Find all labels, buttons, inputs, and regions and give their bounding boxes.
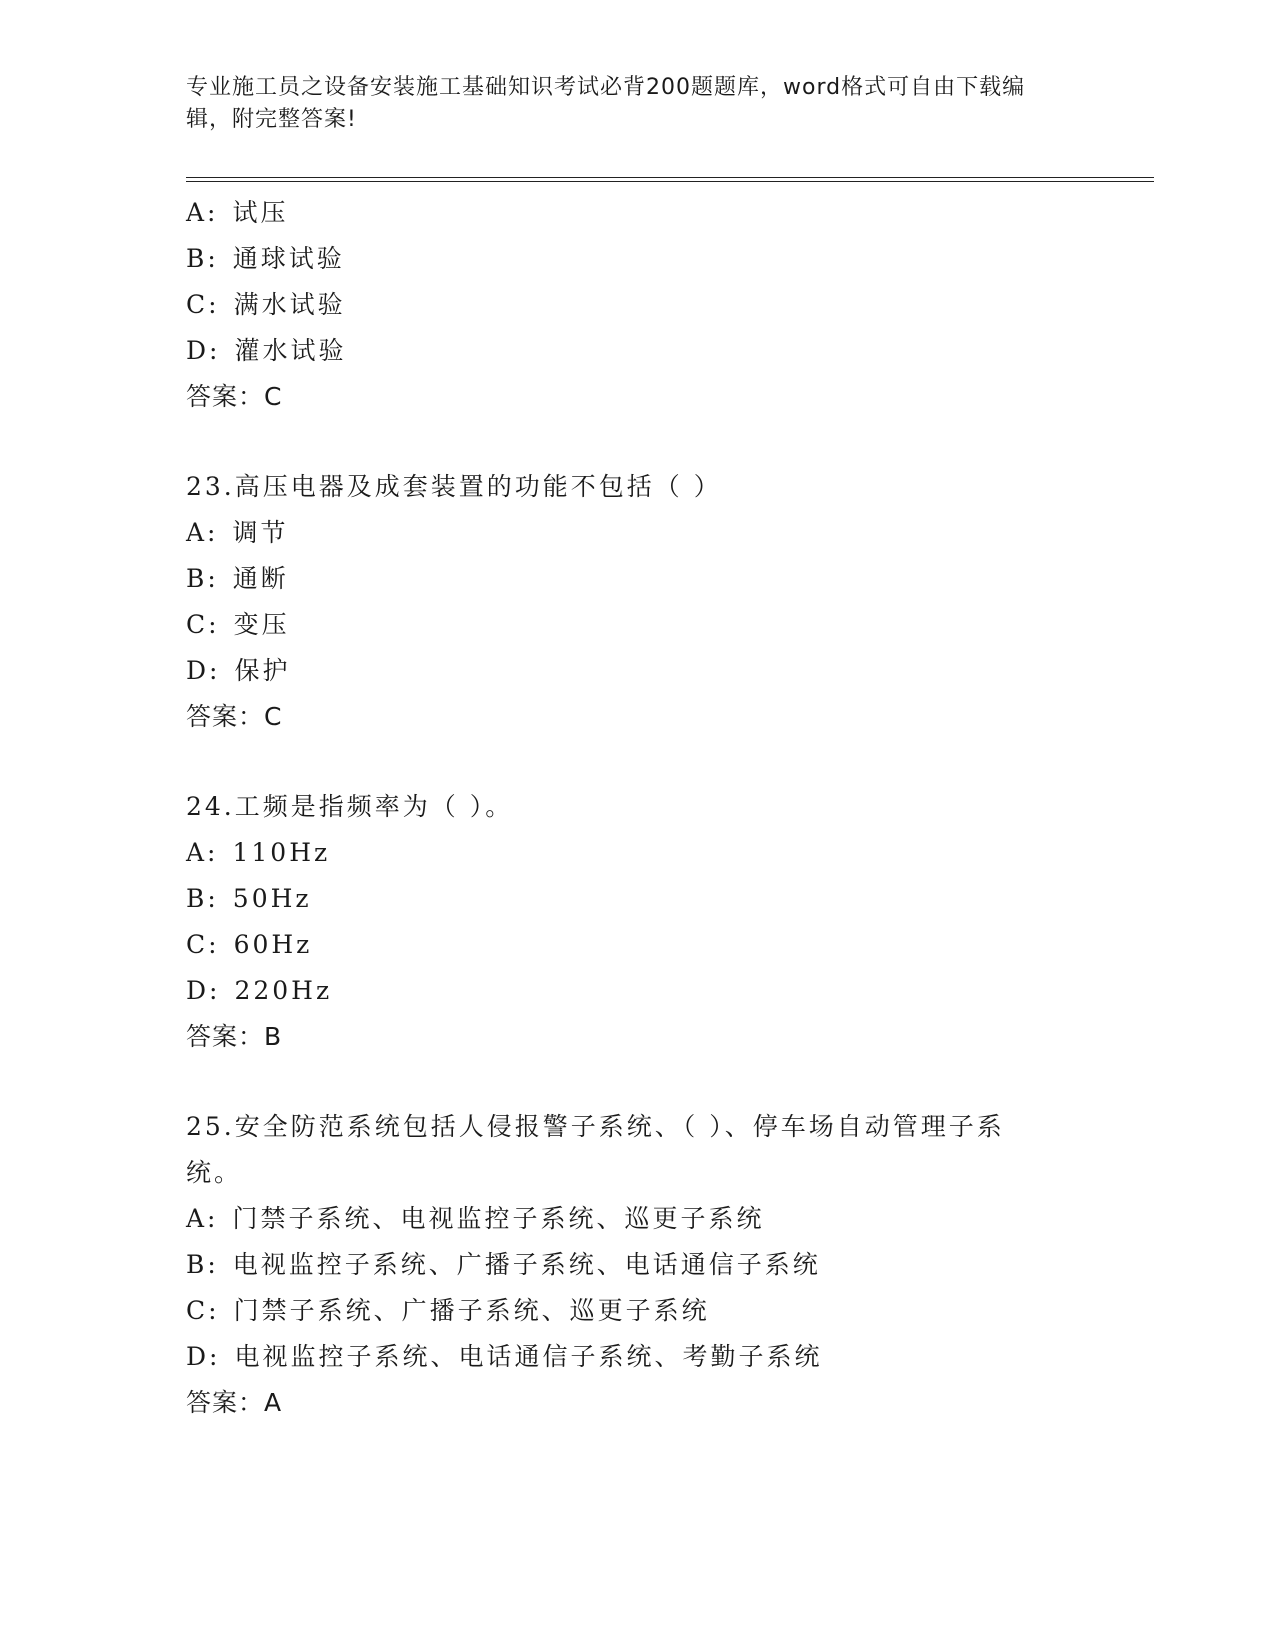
answer-line: 答案：B <box>186 1022 283 1051</box>
question-block-25 <box>186 1104 1086 1426</box>
header-divider-top <box>186 177 1154 178</box>
header-title: 专业施工员之设备安装施工基础知识考试必背200题题库，word格式可自由下载编辑，附完整答案! <box>186 75 1026 132</box>
option-a: A: 门禁子系统、电视监控子系统、巡更子系统 <box>186 1204 765 1233</box>
document-header <box>186 72 1066 136</box>
answer-line: 答案：C <box>186 382 283 411</box>
option-d: D: 灌水试验 <box>186 336 347 365</box>
question-stem: 25.安全防范系统包括人侵报警子系统、（ ）、停车场自动管理子系统。 <box>186 1112 1005 1187</box>
option-c: C: 门禁子系统、广播子系统、巡更子系统 <box>186 1296 710 1325</box>
header-divider-bottom <box>186 181 1154 182</box>
option-b: B: 通球试验 <box>186 244 345 273</box>
option-c: C: 满水试验 <box>186 290 346 319</box>
option-d: D: 220Hz <box>186 976 333 1005</box>
question-list <box>186 190 1086 1426</box>
option-a: A: 调节 <box>186 518 289 547</box>
option-a: A: 试压 <box>186 198 289 227</box>
answer-line: 答案：A <box>186 1388 283 1417</box>
option-b: B: 通断 <box>186 564 289 593</box>
option-b: B: 50Hz <box>186 884 312 913</box>
question-block-partial <box>186 190 1086 420</box>
answer-line: 答案：C <box>186 702 283 731</box>
option-c: C: 变压 <box>186 610 290 639</box>
option-b: B: 电视监控子系统、广播子系统、电话通信子系统 <box>186 1250 821 1279</box>
question-block-24 <box>186 784 1086 1060</box>
question-block-23 <box>186 464 1086 740</box>
option-d: D: 电视监控子系统、电话通信子系统、考勤子系统 <box>186 1342 823 1371</box>
question-stem: 24.工频是指频率为（ ）。 <box>186 792 514 821</box>
question-stem: 23.高压电器及成套装置的功能不包括（ ） <box>186 472 722 501</box>
option-c: C: 60Hz <box>186 930 313 959</box>
option-d: D: 保护 <box>186 656 291 685</box>
option-a: A: 110Hz <box>186 838 331 867</box>
